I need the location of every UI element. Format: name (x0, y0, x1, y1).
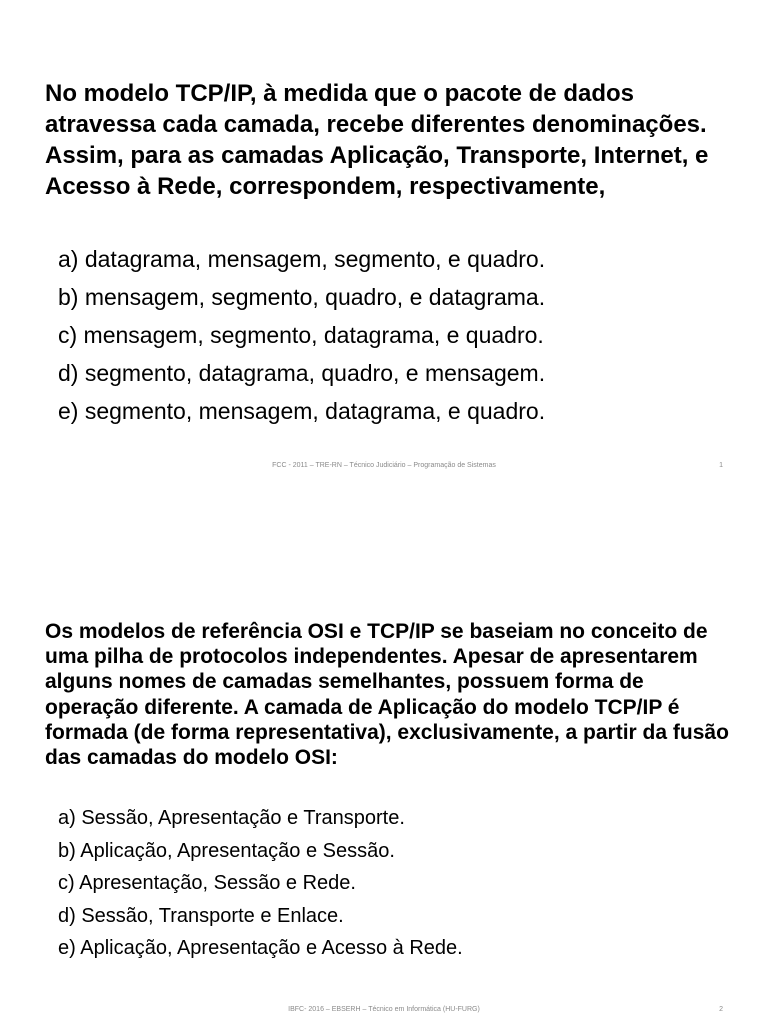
option-c: c) Apresentação, Sessão e Rede. (58, 872, 356, 894)
option-a: a) datagrama, mensagem, segmento, e quadro. (58, 246, 546, 272)
option-e: e) Aplicação, Apresentação e Acesso à Rede. (58, 937, 463, 959)
option-c: c) mensagem, segmento, datagrama, e quadro. (58, 322, 544, 348)
slide-2 (0, 512, 768, 1024)
option-d: d) Sessão, Transporte e Enlace. (58, 904, 344, 927)
question-text: No modelo TCP/IP, à medida que o pacote de dados atravessa cada camada, recebe diferentes denominações. Assim, para as camadas Aplicação, Transporte, Internet, e Acesso à Rede, correspondem, respectivamente, (45, 80, 709, 200)
page-number: 1 (719, 462, 723, 469)
footer-source: IBFC- 2016 – EBSERH – Técnico em Informática (HU-FURG) (288, 1006, 480, 1013)
page-number: 2 (719, 1006, 723, 1013)
option-d: d) segmento, datagrama, quadro, e mensagem. (58, 360, 546, 386)
question-text: Os modelos de referência OSI e TCP/IP se baseiam no conceito de uma pilha de protocolos independentes. Apesar de apresentarem alguns nomes de camadas semelhantes, possuem forma de operação diferente. A camada de Aplicação do modelo TCP/IP é formada (de forma representativa), exclusivamente, a partir da fusão das camadas do modelo OSI: (45, 620, 729, 770)
footer-source: FCC - 2011 – TRE-RN – Técnico Judiciário – Programação de Sistemas (272, 462, 496, 469)
option-a: a) Sessão, Apresentação e Transporte. (58, 807, 405, 829)
option-b: b) Aplicação, Apresentação e Sessão. (58, 839, 395, 862)
option-e: e) segmento, mensagem, datagrama, e quadro. (58, 398, 546, 424)
option-b: b) mensagem, segmento, quadro, e datagrama. (58, 284, 546, 310)
answer-options (58, 240, 748, 430)
answer-options (58, 802, 748, 965)
